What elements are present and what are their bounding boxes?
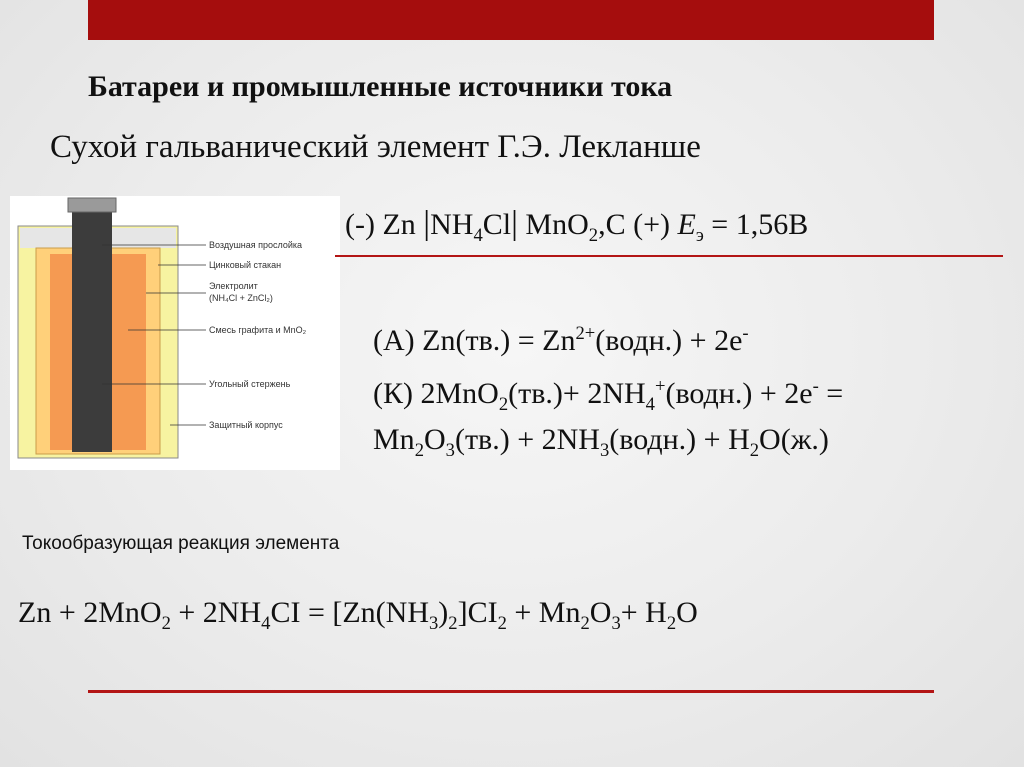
label-case: Защитный корпус: [209, 420, 283, 430]
label-electrolyte-composition: (NH₄Cl + ZnCl₂): [209, 293, 273, 303]
label-mixture: Смесь графита и MnO₂: [209, 325, 307, 335]
overall-reaction: $Zn + 2MnO_2 + 2NH_4CI = [Zn(NH_3)_2]CI_2 + Mn_2O_3+ H_2O$: [18, 596, 698, 634]
anode-reaction: (А) $Zn(тв.) = Zn^{2+}(водн.) + 2e^-$: [373, 323, 749, 357]
slide-subtitle: Сухой гальванический элемент Г.Э. Лекланше: [50, 129, 701, 165]
rod-cap: [68, 198, 116, 212]
carbon-rod: [72, 210, 112, 452]
cell-notation-underline: [335, 255, 1003, 257]
bottom-divider: [88, 690, 934, 693]
emf-symbol: E: [677, 208, 696, 241]
label-air-gap: Воздушная прослойка: [209, 240, 303, 250]
cathode-reaction-line2: $Mn_2O_3(тв.)$ + $2NH_3(водн.) + H_2O(ж.)$: [373, 423, 829, 461]
label-carbon-rod: Угольный стержень: [209, 379, 291, 389]
label-electrolyte: Электролит: [209, 281, 258, 291]
leclanche-cell-diagram: [10, 196, 340, 470]
cathode-reaction-line1: (К) $2MnO_2(тв.)+ 2NH_4^+(водн.) + 2e^-$ =: [373, 376, 844, 415]
reaction-label: Токообразующая реакция элемента: [22, 533, 340, 554]
top-accent-bar: [88, 0, 934, 40]
slide-title: Батареи и промышленные источники тока: [88, 70, 673, 103]
cell-notation: (-) Zn $|NH_4Cl|$ MnO$_2$,C (+) $E_э = 1,56В$: [345, 205, 809, 246]
label-zinc-cup: Цинковый стакан: [209, 260, 282, 270]
